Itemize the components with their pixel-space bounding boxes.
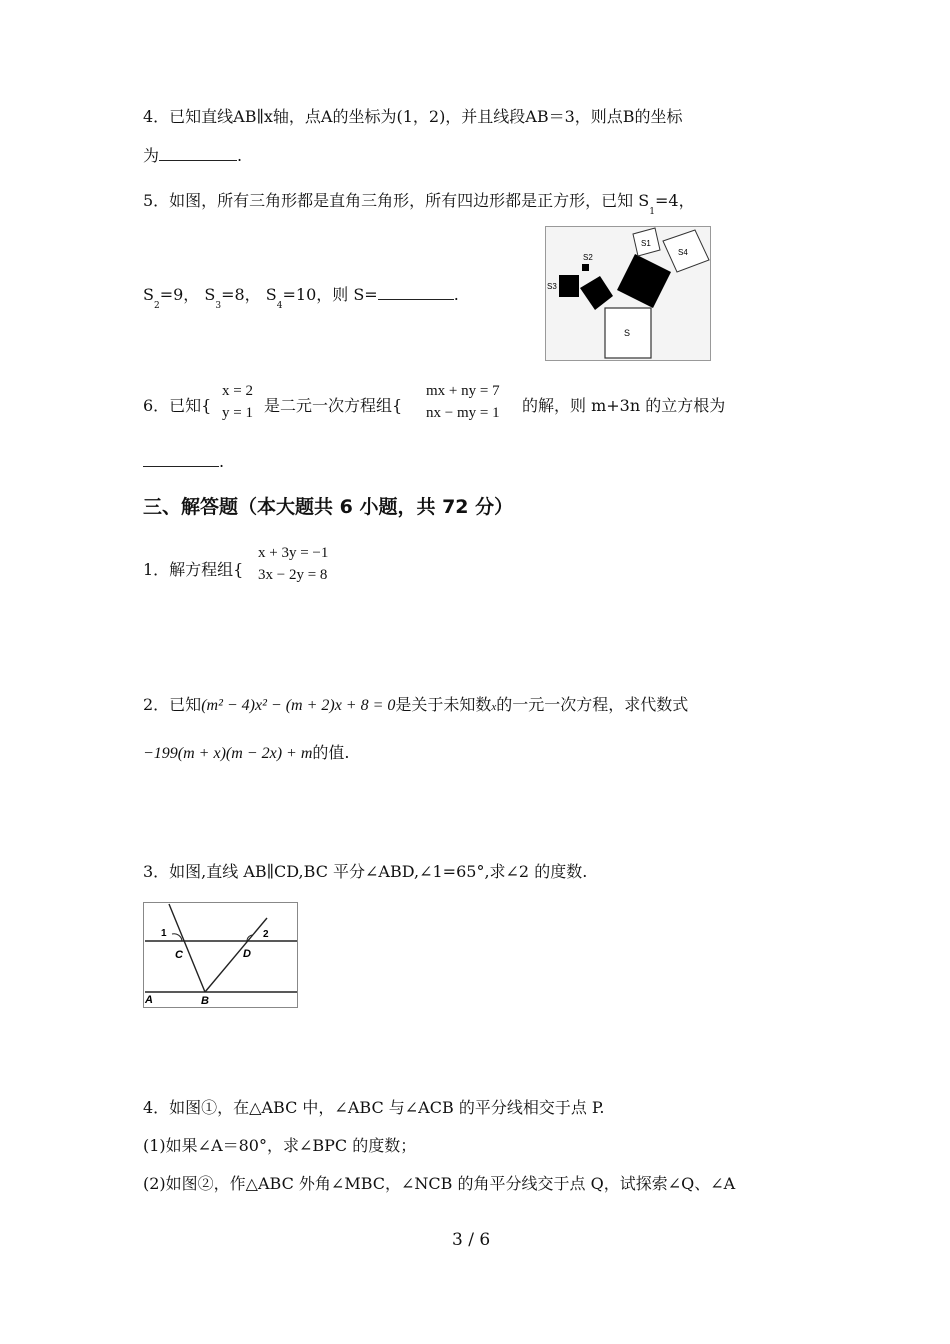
s3-subscript: 3 xyxy=(215,301,222,311)
section-heading: 三、解答题（本大题共 6 小题，共 72 分） xyxy=(143,496,514,518)
label-2: 2 xyxy=(263,929,269,940)
label-s2: S2 xyxy=(583,253,593,262)
q5-line1 xyxy=(143,191,695,217)
p1-eq1: x + 3y = −1 xyxy=(258,545,329,561)
s2-subscript: 2 xyxy=(153,301,160,311)
label-1: 1 xyxy=(161,928,167,939)
q5-line2: $S_2=9$， $S_3=8$， $S_4=10$，则 S= . xyxy=(143,285,459,311)
q6-middle: 是二元一次方程组{ xyxy=(264,396,403,415)
p4-line1: 4．如图①，在△ABC 中，∠ABC 与∠ACB 的平分线相交于点 P. xyxy=(143,1098,605,1117)
q6-sys2-eq1: mx + ny = 7 xyxy=(426,383,500,399)
s2-symbol: S xyxy=(143,285,154,304)
p1-system xyxy=(258,542,328,586)
p2-mid: 是关于未知数 xyxy=(395,695,492,714)
q4-line1: 4．已知直线AB∥x轴，点A的坐标为(1，2)，并且线段AB＝3，则点B的坐标 xyxy=(143,107,683,126)
q6-system1 xyxy=(222,380,253,424)
p2-suffix: 的一元一次方程，求代数式 xyxy=(496,695,689,714)
q6-sys2-eq2: nx − my = 1 xyxy=(426,405,500,421)
q6-sys1-eq2: y = 1 xyxy=(222,405,253,421)
pythagoras-squares-figure xyxy=(545,226,711,361)
label-s4: S4 xyxy=(678,248,688,257)
q6-suffix: 的解，则 m+3n 的立方根为 xyxy=(522,396,726,415)
q6-prefix: 6．已知{ xyxy=(143,396,212,415)
p2-variable: x xyxy=(491,701,497,713)
p2-line1 xyxy=(143,695,688,717)
q4-line2: 为 . xyxy=(143,146,243,165)
square-s3 xyxy=(559,275,579,297)
p4-line3: (2)如图②，作△ABC 外角∠MBC，∠NCB 的角平分线交于点 Q，试探索∠Q、∠A xyxy=(143,1174,736,1193)
s1-subscript: 1 xyxy=(649,207,655,217)
q6-system2 xyxy=(426,380,500,424)
s1-symbol: S xyxy=(638,191,650,210)
p1-prefix: 1．解方程组{ xyxy=(143,560,244,579)
page-number: 3 / 6 xyxy=(452,1230,491,1250)
answer-blank xyxy=(143,452,219,467)
p1-eq2: 3x − 2y = 8 xyxy=(258,567,328,583)
label-d: D xyxy=(243,948,251,960)
label-a: A xyxy=(145,994,153,1006)
parallel-lines-figure xyxy=(143,902,298,1008)
s2-value: =9， xyxy=(159,285,200,304)
p2-prefix: 2．已知 xyxy=(143,695,202,714)
s3-symbol: S xyxy=(204,285,216,304)
p2-expression: −199(m + x)(m − 2x) + m xyxy=(143,745,313,762)
s1-value: =4， xyxy=(654,191,695,210)
s4-subscript: 4 xyxy=(276,301,283,311)
q5-line1-text: 5．如图，所有三角形都是直角三角形，所有四边形都是正方形，已知 xyxy=(143,191,634,210)
p3-text: 3．如图,直线 AB∥CD,BC 平分∠ABD,∠1=65°,求∠2 的度数. xyxy=(143,862,588,881)
label-b: B xyxy=(201,995,209,1007)
label-s: S xyxy=(624,328,631,338)
p4-line2: (1)如果∠A＝80°，求∠BPC 的度数； xyxy=(143,1136,417,1155)
label-s3: S3 xyxy=(547,282,557,291)
s4-value: =10，则 S= xyxy=(282,285,378,304)
label-s1: S1 xyxy=(641,239,651,248)
answer-blank xyxy=(378,285,454,300)
q6-sys1-eq1: x = 2 xyxy=(222,383,253,399)
answer-blank xyxy=(159,146,237,161)
q4-line2-text: 为 xyxy=(143,146,160,165)
q6-answer-line: . xyxy=(143,452,224,472)
s4-symbol: S xyxy=(265,285,277,304)
s3-value: =8， xyxy=(221,285,261,304)
p2-line2 xyxy=(143,743,349,764)
square-s2 xyxy=(582,264,589,271)
label-c: C xyxy=(175,949,183,961)
p2-line2-suffix: 的值. xyxy=(312,743,350,762)
p2-equation: (m² − 4)x² − (m + 2)x + 8 = 0 xyxy=(201,697,396,714)
